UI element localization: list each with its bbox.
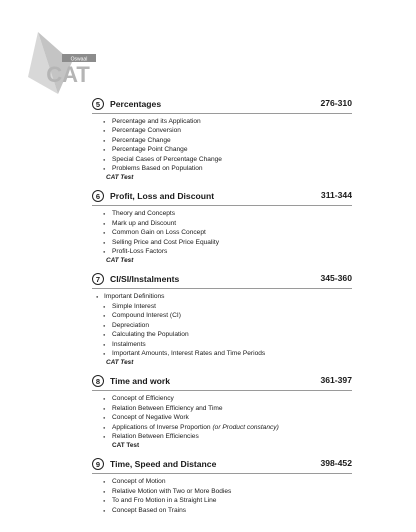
topic-list <box>92 209 352 256</box>
chapter-7 <box>92 271 352 367</box>
divider <box>92 390 352 391</box>
cat-test-label[interactable]: CAT Test <box>106 174 134 182</box>
chapter-pages: 361-397 <box>320 375 352 386</box>
list-item-text: Applications of Inverse Proportion <box>112 423 211 431</box>
list-item-note: (or Product constancy) <box>212 423 279 431</box>
chapter-number: 8 <box>92 375 104 387</box>
list-item[interactable]: ● Profit-Loss Factors <box>112 247 352 256</box>
list-item[interactable]: ● Compound Interest (CI) <box>112 311 352 320</box>
list-item[interactable] <box>112 423 352 432</box>
chapter-heading[interactable] <box>92 271 352 287</box>
cat-logo <box>28 32 108 102</box>
chapter-number: 7 <box>92 273 104 285</box>
list-item[interactable]: ● Concept of Negative Work <box>112 413 352 422</box>
chapter-title: Percentages <box>110 99 162 109</box>
list-item[interactable]: ● Common Gain on Loss Concept <box>112 228 352 237</box>
list-item[interactable]: ● Percentage Point Change <box>112 145 352 154</box>
list-item[interactable]: ● Percentage Change <box>112 136 352 145</box>
list-item[interactable]: ● Mark up and Discount <box>112 219 352 228</box>
logo-text: CAT <box>46 62 90 87</box>
topic-list <box>92 477 352 515</box>
list-item[interactable]: ● Concept of Motion <box>112 477 352 486</box>
list-item[interactable]: ● Depreciation <box>112 321 352 330</box>
list-item[interactable]: ● Relative Motion with Two or More Bodies <box>112 487 352 496</box>
topic-list <box>92 292 352 358</box>
chapter-number: 6 <box>92 190 104 202</box>
list-item[interactable]: ● Relation Between Efficiency and Time <box>112 404 352 413</box>
chapter-pages: 311-344 <box>320 190 352 201</box>
chapter-6 <box>92 188 352 265</box>
list-item[interactable]: ● Important Definitions <box>104 292 352 301</box>
list-item[interactable]: ● Simple Interest <box>112 302 352 311</box>
list-item[interactable]: ● Problems Based on Population <box>112 164 352 173</box>
topic-list <box>92 394 352 441</box>
chapter-title: Profit, Loss and Discount <box>110 191 215 202</box>
list-item[interactable]: ● Concept Based on Trains <box>112 506 352 515</box>
cat-test-label[interactable]: CAT Test <box>106 359 134 367</box>
list-item[interactable]: ● Important Amounts, Interest Rates and Time Periods <box>112 349 352 358</box>
table-of-contents <box>92 96 352 521</box>
chapter-pages: 276-310 <box>320 98 352 108</box>
chapter-8 <box>92 373 352 450</box>
list-item[interactable]: ● Special Cases of Percentage Change <box>112 155 352 164</box>
list-item[interactable]: ● Percentage and its Application <box>112 117 352 126</box>
list-item[interactable]: ● To and Fro Motion in a Straight Line <box>112 496 352 505</box>
list-item[interactable]: ● Relation Between Efficiencies <box>112 432 352 441</box>
chapter-number: 5 <box>92 98 104 110</box>
chapter-title: Time and work <box>110 376 171 387</box>
divider <box>92 205 352 206</box>
chapter-title: CI/SI/Instalments <box>110 274 180 285</box>
list-item[interactable]: ● Concept of Efficiency <box>112 394 352 403</box>
chapter-pages: 398-452 <box>320 458 352 469</box>
chapter-5 <box>92 96 352 182</box>
chapter-number: 9 <box>92 458 104 470</box>
logo-brand: Oswaal <box>70 56 88 63</box>
chapter-9 <box>92 456 352 515</box>
list-item[interactable]: ● Calculating the Population <box>112 330 352 339</box>
chapter-heading[interactable] <box>92 373 352 389</box>
list-item[interactable]: ● Instalments <box>112 340 352 349</box>
list-item[interactable]: ● Theory and Concepts <box>112 209 352 218</box>
chapter-heading[interactable] <box>92 188 352 204</box>
divider <box>92 113 352 114</box>
chapter-heading[interactable] <box>92 96 352 112</box>
cat-test-label[interactable]: CAT Test <box>112 442 140 450</box>
cat-test-label[interactable]: CAT Test <box>106 257 134 265</box>
chapter-heading[interactable] <box>92 456 352 472</box>
list-item[interactable]: ● Percentage Conversion <box>112 126 352 135</box>
topic-list <box>92 117 352 173</box>
divider <box>92 288 352 289</box>
list-item[interactable]: ● Selling Price and Cost Price Equality <box>112 238 352 247</box>
chapter-pages: 345-360 <box>320 273 352 284</box>
chapter-title: Time, Speed and Distance <box>110 459 217 470</box>
divider <box>92 473 352 474</box>
